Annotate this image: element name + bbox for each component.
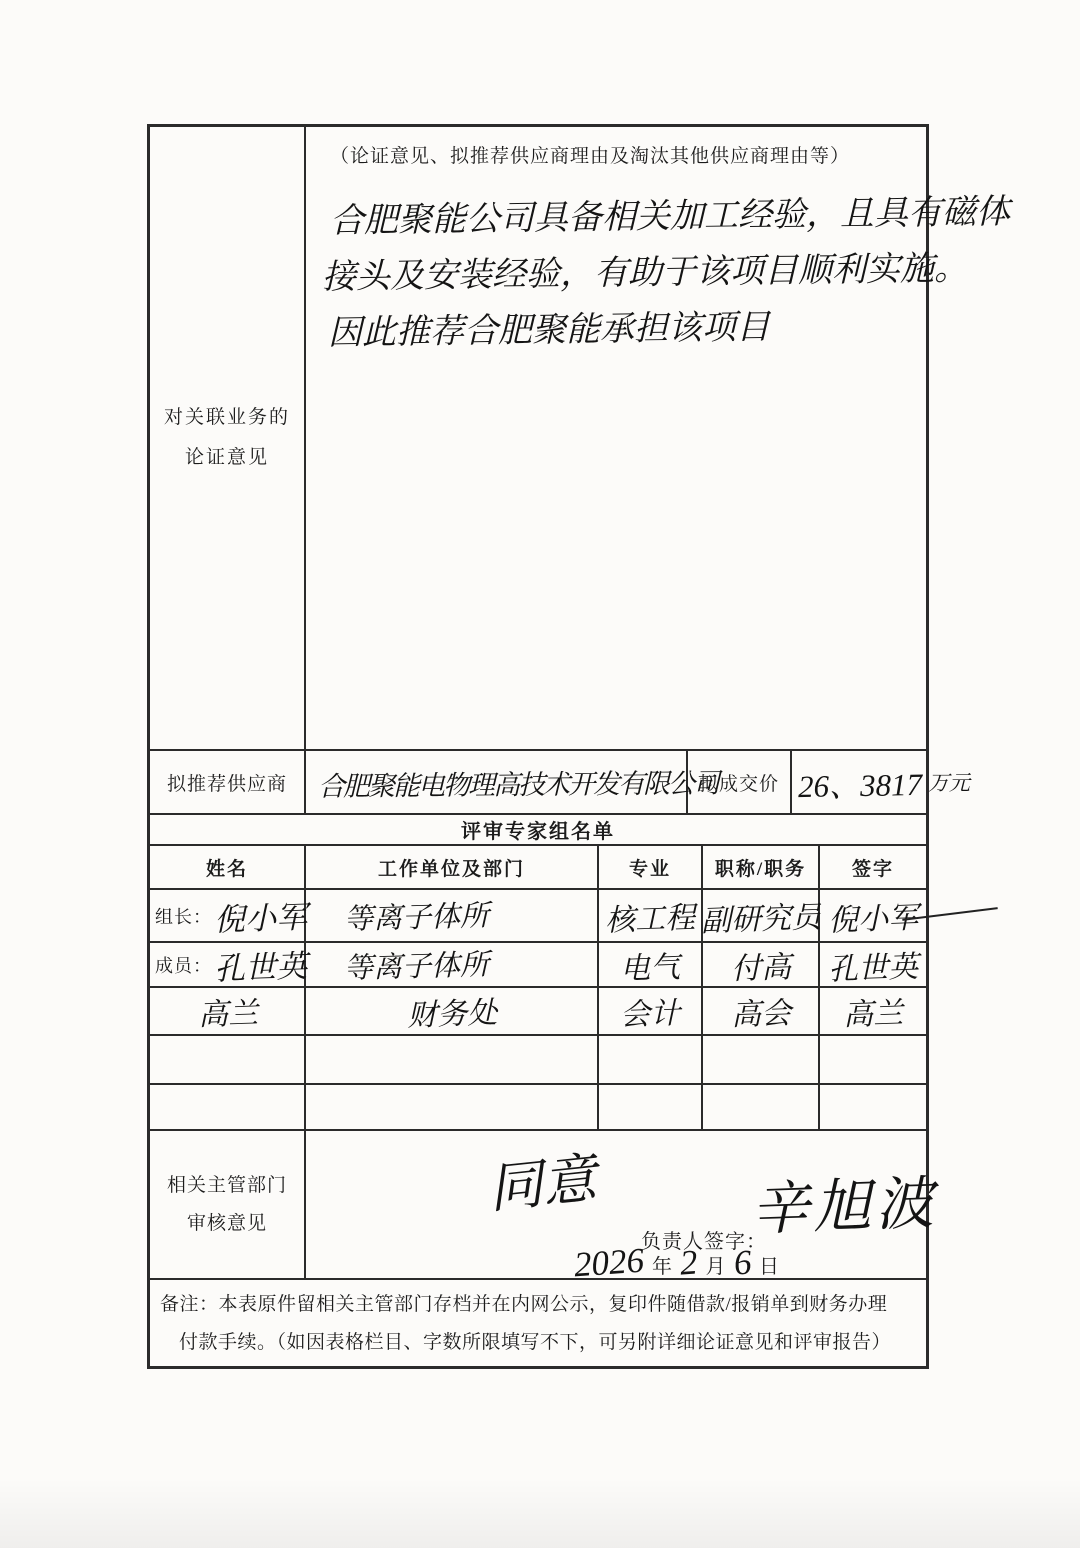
date-month-handwriting: 2	[678, 1242, 699, 1283]
supplier-row-label: 拟推荐供应商	[150, 751, 306, 815]
approval-label-line1: 相关主管部门	[166, 1174, 287, 1196]
member2-unit-cell	[306, 988, 599, 1036]
table-row-member1-name	[150, 943, 306, 988]
leader-signature-handwriting: 倪小军	[827, 900, 919, 938]
opinion-hint: （论证意见、拟推荐供应商理由及淘汰其他供应商理由等）	[330, 146, 851, 167]
leader-sign-cell	[820, 890, 926, 943]
approval-content-cell	[306, 1131, 939, 1285]
footnote-line2: 付款手续。（如因表格栏目、字数所限填写不下，可另附详细论证意见和评审报告）	[179, 1332, 892, 1353]
empty-row1-unit-cell	[306, 1036, 599, 1085]
leader-unit-handwriting: 等离子体所	[343, 900, 490, 936]
member1-unit-handwriting: 等离子体所	[343, 949, 490, 985]
member1-unit-cell	[306, 943, 599, 988]
empty-row1-name-cell	[150, 1036, 306, 1085]
date-day-handwriting: 6	[732, 1242, 753, 1283]
approval-decision-handwriting: 同意	[485, 1148, 600, 1220]
member2-title-cell	[703, 988, 820, 1036]
empty-row1-title-cell	[703, 1036, 820, 1085]
date-year-handwriting: 2026	[572, 1240, 646, 1285]
header-sign: 签字	[820, 846, 926, 890]
price-value-cell	[792, 751, 970, 815]
opinion-content-cell	[306, 127, 1011, 751]
empty-row2-sign-cell	[820, 1085, 926, 1131]
empty-row2-unit-cell	[306, 1085, 599, 1131]
member2-major-cell	[599, 988, 703, 1036]
member1-name-handwriting: 孔世英	[213, 948, 308, 987]
opinion-handwriting-line2: 接头及安装经验，有助于该项目顺利实施。	[321, 250, 969, 297]
approval-row-label	[150, 1131, 306, 1280]
member2-sign-cell	[820, 988, 926, 1036]
header-title: 职称/职务	[703, 846, 820, 890]
footnote-line1: 备注：本表原件留相关主管部门存档并在内网公示，复印件随借款/报销单到财务办理	[160, 1294, 888, 1315]
empty-row2-major-cell	[599, 1085, 703, 1131]
header-unit: 工作单位及部门	[306, 846, 599, 890]
member2-name-handwriting: 高兰	[197, 996, 259, 1033]
date-day-suffix: 日	[759, 1256, 779, 1278]
price-unit-handwriting: 万元	[928, 771, 970, 795]
approval-label-line2: 审核意见	[186, 1212, 267, 1234]
table-row-leader-name	[150, 890, 306, 943]
supplier-name-handwriting: 合肥聚能电物理高技术开发有限公司	[317, 767, 719, 802]
member2-title-handwriting: 高会	[730, 996, 792, 1033]
header-name: 姓名	[150, 846, 306, 890]
empty-row1-major-cell	[599, 1036, 703, 1085]
member2-unit-handwriting: 财务处	[406, 996, 498, 1033]
member1-major-cell	[599, 943, 703, 988]
member1-title-handwriting: 付高	[730, 950, 792, 986]
opinion-row-label-line2: 论证意见	[184, 447, 269, 468]
leader-name-handwriting: 倪小军	[213, 899, 308, 938]
leader-role-label: 组长：	[155, 906, 212, 927]
experts-title: 评审专家组名单	[150, 815, 926, 846]
opinion-handwriting-line1: 合肥聚能公司具备相关加工经验，且具有磁体	[329, 193, 1011, 241]
review-form-table	[147, 124, 1011, 1369]
date-month-suffix: 月	[705, 1256, 726, 1278]
signer-signature-handwriting: 辛旭波	[750, 1170, 939, 1243]
leader-major-handwriting: 核工程	[604, 900, 696, 938]
price-label: 拟成交价	[688, 751, 792, 815]
header-major: 专业	[599, 846, 703, 890]
footnote-cell	[150, 1280, 926, 1366]
leader-major-cell	[599, 890, 703, 943]
signer-label: 负责人签字：	[641, 1231, 767, 1253]
member1-sign-cell	[820, 943, 926, 988]
leader-title-handwriting: 副研究员	[700, 900, 822, 938]
table-row-member2-name	[150, 988, 306, 1036]
member1-title-cell	[703, 943, 820, 988]
member1-major-handwriting: 电气	[619, 950, 681, 986]
opinion-row-label-line1: 对关联业务的	[163, 407, 290, 429]
empty-row2-name-cell	[150, 1085, 306, 1131]
date-year-suffix: 年	[652, 1256, 672, 1278]
empty-row2-title-cell	[703, 1085, 820, 1131]
opinion-row-label	[150, 127, 306, 751]
member1-signature-handwriting: 孔世英	[827, 949, 919, 987]
supplier-value-cell	[306, 751, 719, 815]
member2-major-handwriting: 会计	[619, 996, 681, 1033]
member1-role-label: 成员：	[155, 955, 212, 976]
opinion-handwriting-line3: 因此推荐合肥聚能承担该项目	[327, 309, 771, 353]
leader-title-cell	[700, 890, 822, 943]
opinion-handwriting	[321, 190, 1011, 358]
member2-signature-handwriting: 高兰	[842, 996, 904, 1033]
leader-unit-cell	[306, 890, 599, 943]
empty-row1-sign-cell	[820, 1036, 926, 1085]
price-amount-handwriting: 26、3817	[797, 766, 923, 804]
